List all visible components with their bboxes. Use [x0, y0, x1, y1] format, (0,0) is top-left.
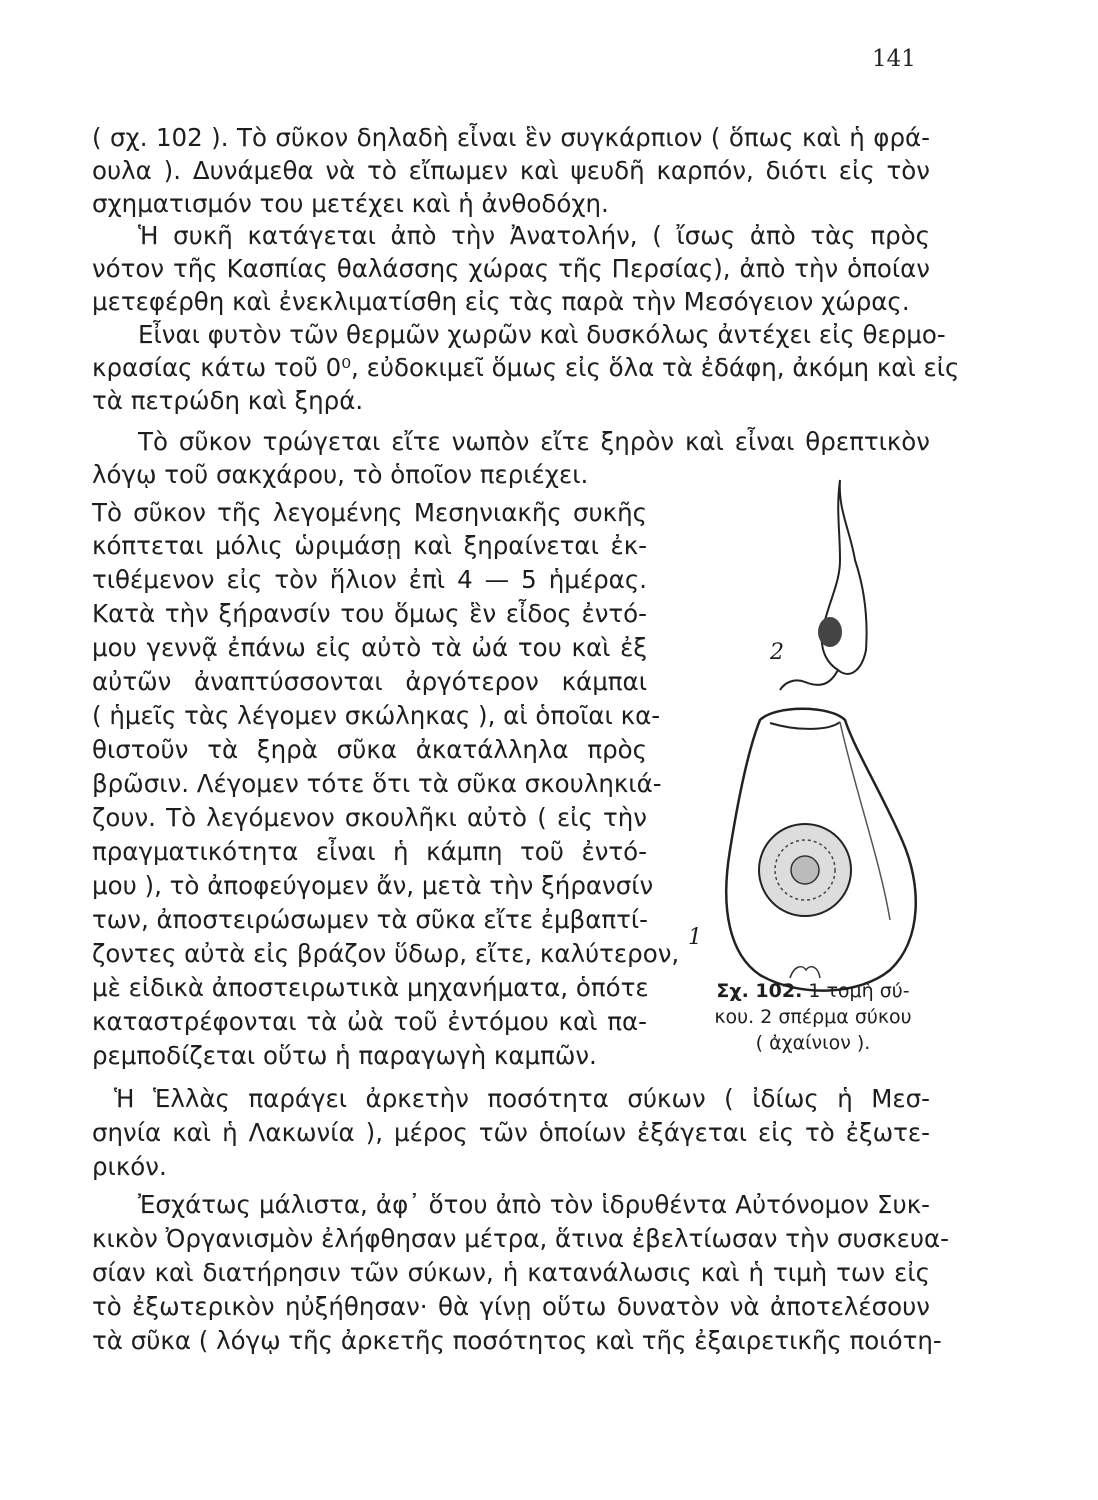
text-line: καταστρέφονται τὰ ὠὰ τοῦ ἐντόμου καὶ πα- — [92, 1007, 647, 1036]
text-line: Τὸ σῦκον τρώγεται εἴτε νωπὸν εἴτε ξηρὸν καὶ εἶναι θρεπτικὸν — [138, 427, 930, 456]
text-line: τὰ πετρώδη καὶ ξηρά. — [92, 386, 364, 415]
text-line: Ἡ Ἑλλὰς παράγει ἀρκετὴν ποσότητα σύκων ( ἰδίως ἡ Μεσ- — [114, 1084, 930, 1113]
caption-text-3: ( ἀχαίνιον ). — [755, 1032, 871, 1054]
text-line: βρῶσιν. Λέγομεν τότε ὅτι τὰ σῦκα σκουληκιά- — [92, 769, 662, 798]
text-line: Ἐσχάτως μάλιστα, ἀφ᾽ ὅτου ἀπὸ τὸν ἱδρυθέντα Αὐτόνομον Συκ- — [138, 1190, 930, 1219]
fig-illustration — [690, 470, 940, 1010]
text-line: των, ἀποστειρώσωμεν τὰ σῦκα εἴτε ἐμβαπτί- — [92, 905, 648, 934]
caption-text-2: κου. 2 σπέρμα σύκου — [714, 1006, 912, 1028]
caption-text-1: 1 τομὴ σύ- — [808, 980, 910, 1002]
text-line: Κατὰ τὴν ξήρανσίν του ὅμως ἓν εἶδος ἐντό- — [92, 599, 647, 628]
caption-figure-number: Σχ. 102. — [716, 980, 803, 1002]
text-line: πραγματικότητα εἶναι ἡ κάμπη τοῦ ἐντό- — [92, 837, 647, 866]
figure-caption — [688, 978, 938, 1056]
text-line: ( σχ. 102 ). Τὸ σῦκον δηλαδὴ εἶναι ἓν συγκάρπιον ( ὅπως καὶ ἡ φρά- — [92, 123, 930, 152]
fig-neck — [770, 722, 840, 729]
text-line: Τὸ σῦκον τῆς λεγομένης Μεσηνιακῆς συκῆς — [92, 498, 647, 527]
seed-stalk — [780, 670, 838, 690]
seed-spot — [818, 617, 842, 647]
text-line: μὲ εἰδικὰ ἀποστειρωτικὰ μηχανήματα, ὁπότε — [92, 973, 649, 1002]
text-line: Ἡ συκῆ κατάγεται ἀπὸ τὴν Ἀνατολήν, ( ἴσως ἀπὸ τὰς πρὸς — [138, 221, 930, 250]
text-line: μου γεννᾷ ἐπάνω εἰς αὐτὸ τὰ ὠά του καὶ ἐξ — [92, 633, 647, 662]
page-number: 141 — [872, 46, 916, 72]
text-line: σχηματισμόν του μετέχει καὶ ἡ ἀνθοδόχη. — [92, 189, 609, 218]
text-line: μετεφέρθη καὶ ἐνεκλιματίσθη εἰς τὰς παρὰ τὴν Μεσόγειον χώρας. — [92, 287, 910, 316]
text-line: νότον τῆς Κασπίας θαλάσσης χώρας τῆς Περσίας), ἀπὸ τὴν ὁποίαν — [92, 254, 930, 283]
text-line: ( ἡμεῖς τὰς λέγομεν σκώληκας ), αἱ ὁποῖαι κα- — [92, 701, 661, 730]
text-line: κρασίας κάτω τοῦ 0⁰, εὐδοκιμεῖ ὅμως εἰς ὅλα τὰ ἐδάφη, ἀκόμη καὶ εἰς — [92, 353, 960, 382]
text-line: τὰ σῦκα ( λόγῳ τῆς ἀρκετῆς ποσότητος καὶ τῆς ἐξαιρετικῆς ποιότη- — [92, 1326, 942, 1355]
text-line: μου ), τὸ ἀποφεύγομεν ἄν, μετὰ τὴν ξήρανσίν — [92, 871, 654, 900]
fig-seed-core — [791, 856, 819, 884]
text-line: σηνία καὶ ἡ Λακωνία ), μέρος τῶν ὁποίων ἐξάγεται εἰς τὸ ἐξωτε- — [92, 1118, 930, 1147]
text-line: λόγῳ τοῦ σακχάρου, τὸ ὁποῖον περιέχει. — [92, 460, 589, 489]
fig-drawing — [690, 470, 940, 1010]
figure-label-2: 2 — [770, 640, 784, 665]
text-line: τιθέμενον εἰς τὸν ἥλιον ἐπὶ 4 — 5 ἡμέρας. — [92, 565, 647, 594]
fig-ostiole — [790, 967, 820, 978]
text-line: Εἶναι φυτὸν τῶν θερμῶν χωρῶν καὶ δυσκόλως ἀντέχει εἰς θερμο- — [138, 320, 946, 349]
text-line: κόπτεται μόλις ὡριμάσῃ καὶ ξηραίνεται ἐκ- — [92, 531, 647, 560]
text-line: ζοντες αὐτὰ εἰς βράζον ὕδωρ, εἴτε, καλύτερον, — [92, 939, 680, 968]
text-line: ζουν. Τὸ λεγόμενον σκουλῆκι αὐτὸ ( εἰς τὴν — [92, 803, 647, 832]
figure-label-1: 1 — [688, 925, 702, 950]
fig-skin-line — [840, 722, 890, 920]
text-line: τὸ ἐξωτερικὸν ηὐξήθησαν· θὰ γίνῃ οὕτω δυνατὸν νὰ ἀποτελέσουν — [92, 1292, 930, 1321]
text-line: θιστοῦν τὰ ξηρὰ σῦκα ἀκατάλληλα πρὸς — [92, 735, 647, 764]
text-line: αὐτῶν ἀναπτύσσονται ἀργότερον κάμπαι — [92, 667, 647, 696]
text-line: σίαν καὶ διατήρησιν τῶν σύκων, ἡ κατανάλωσις καὶ ἡ τιμὴ των εἰς — [92, 1258, 930, 1287]
text-line: ρικόν. — [92, 1152, 167, 1181]
text-line: κικὸν Ὀργανισμὸν ἐλήφθησαν μέτρα, ἅτινα ἐβελτίωσαν τὴν συσκευα- — [92, 1224, 950, 1253]
text-line: ρεμποδίζεται οὕτω ἡ παραγωγὴ καμπῶν. — [92, 1041, 597, 1070]
text-line: ουλα ). Δυνάμεθα νὰ τὸ εἴπωμεν καὶ ψευδῆ καρπόν, διότι εἰς τὸν — [92, 156, 930, 185]
